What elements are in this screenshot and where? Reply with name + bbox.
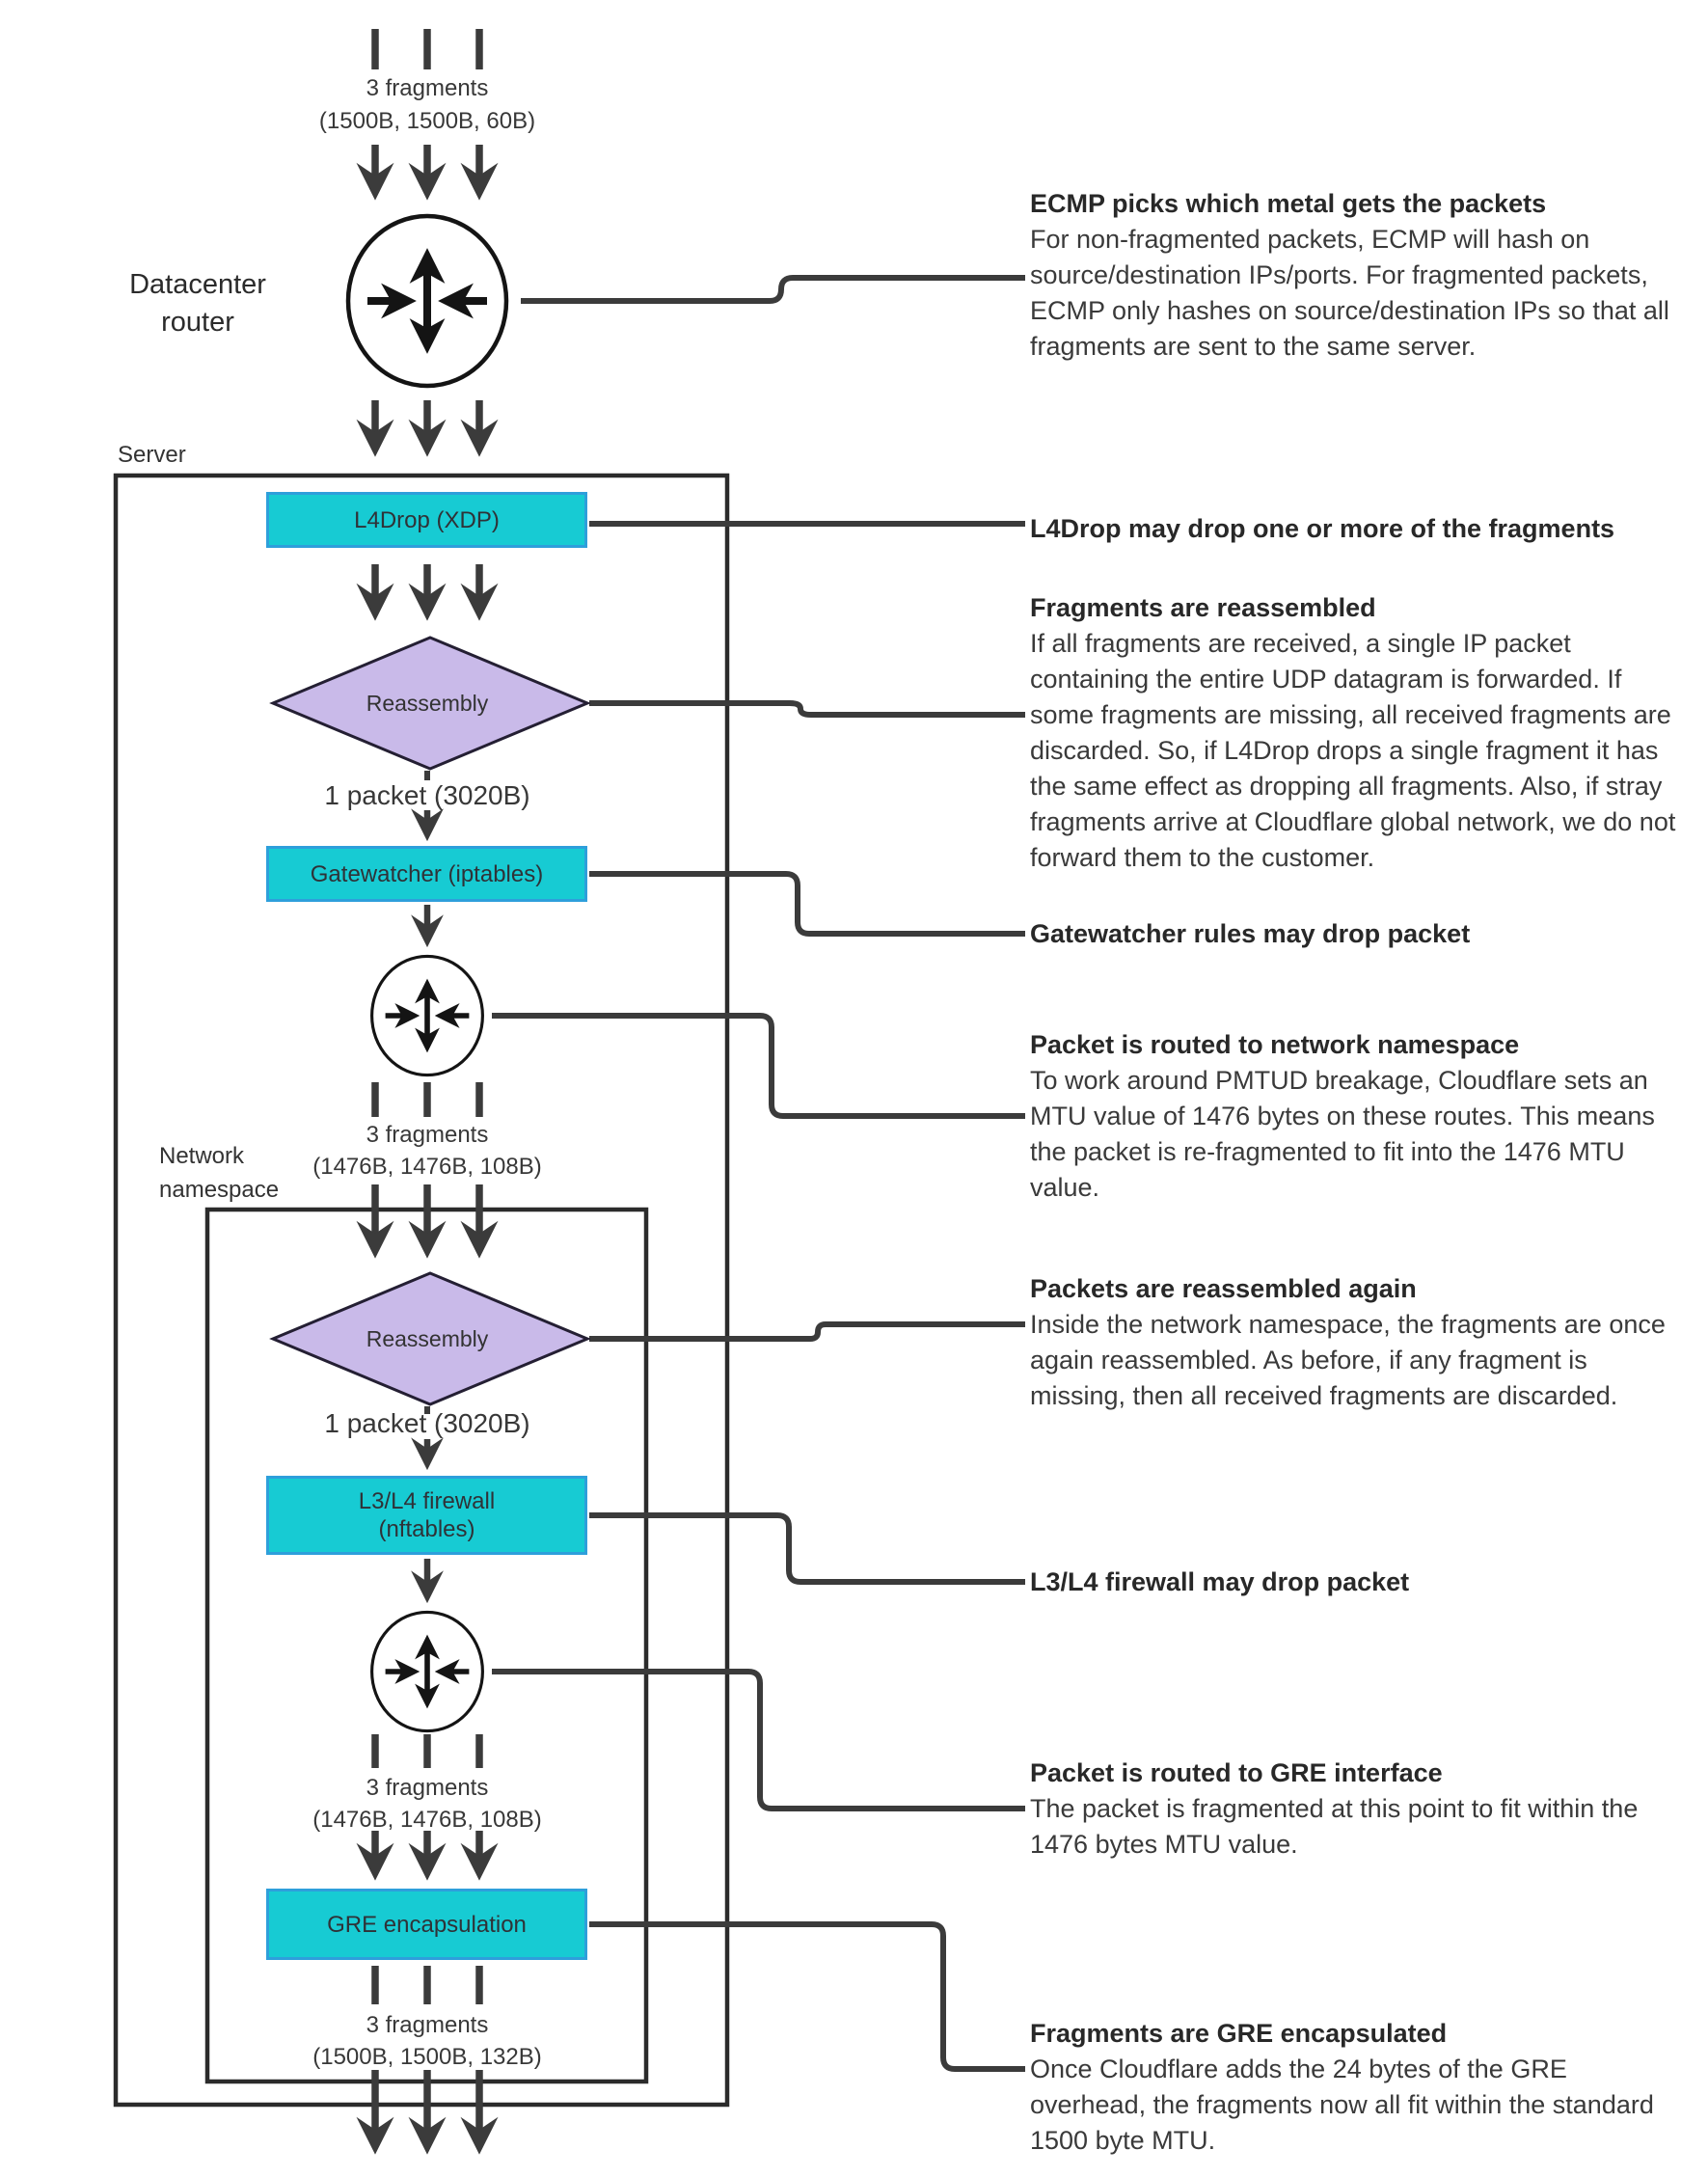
connector-gatewatcher-note: [589, 874, 1025, 934]
annotation-gatewatcher: [1030, 916, 1681, 952]
connector-firewall-note: [589, 1515, 1025, 1582]
incoming-fragments-sizes: (1500B, 1500B, 60B): [318, 108, 536, 134]
network-namespace-label: Network namespace: [159, 1143, 280, 1203]
annotation-heading: Gatewatcher rules may drop packet: [1030, 919, 1471, 948]
annotation-body: For non-fragmented packets, ECMP will hash on source/destination IPs/ports. For fragmented packets, ECMP only hashes on source/destination IPs so that all fragments are sent to the same server.: [1030, 225, 1669, 361]
annotation-body: To work around PMTUD breakage, Cloudflare sets an MTU value of 1476 bytes on these routes. This means the packet is re-fragmented to fit into the 1476 MTU value.: [1030, 1066, 1655, 1202]
annotation-heading: Fragments are GRE encapsulated: [1030, 2019, 1448, 2048]
annotation-heading: ECMP picks which metal gets the packets: [1030, 189, 1547, 218]
datacenter-router-label: Datacenter router: [129, 269, 266, 338]
refrag1-dashes: [375, 1082, 479, 1117]
server-label: Server: [118, 442, 186, 468]
annotation-reassembly1: [1030, 590, 1681, 876]
gre-output-stubs: [375, 1966, 479, 2004]
packet1-caption: 1 packet (3020B): [324, 780, 530, 810]
refrag2-count: 3 fragments: [366, 1775, 489, 1801]
annotation-body: Inside the network namespace, the fragments are once again reassembled. As before, if any fragment is missing, then all received fragments are discarded.: [1030, 1310, 1666, 1410]
annotation-gre-encapsulated: [1030, 2016, 1681, 2159]
gre-encapsulation-node: [266, 1889, 587, 1960]
incoming-fragments-count: 3 fragments: [366, 75, 489, 101]
route-to-namespace-router-icon: [372, 956, 483, 1075]
refrag1-count: 3 fragments: [366, 1122, 489, 1148]
packet2-caption: 1 packet (3020B): [324, 1408, 530, 1438]
annotation-body: If all fragments are received, a single IP packet containing the entire UDP datagram is forwarded. If some fragments are missing, all received fragments are discarded. So, if L4Drop drops a single fragment it has the same effect as dropping all fragments. Also, if stray fragments arrive at Cloudflare global network, we do not forward them to the customer.: [1030, 629, 1676, 872]
annotation-firewall: [1030, 1565, 1681, 1600]
outgoing-fragments-sizes: (1500B, 1500B, 132B): [312, 2044, 542, 2070]
connector-gre-note: [589, 1924, 1025, 2069]
annotation-route-namespace: [1030, 1027, 1681, 1206]
annotation-route-gre: [1030, 1755, 1681, 1863]
arrows-into-server: [375, 400, 479, 446]
l3l4-firewall-node: [266, 1476, 587, 1555]
refrag2-sizes: (1476B, 1476B, 108B): [312, 1807, 542, 1833]
firewall-label-line1: L3/L4 firewall: [358, 1488, 496, 1514]
connector-router-ecmp-note: [521, 278, 1025, 301]
l4drop-label: L4Drop (XDP): [354, 506, 500, 533]
annotation-heading: Packet is routed to network namespace: [1030, 1030, 1520, 1059]
annotation-l4drop: [1030, 511, 1681, 547]
connector-router2-note: [492, 1016, 1025, 1116]
datacenter-router-icon: [348, 216, 506, 386]
arrows-into-namespace: [375, 1184, 479, 1247]
annotation-heading: Packet is routed to GRE interface: [1030, 1758, 1443, 1787]
annotation-heading: Fragments are reassembled: [1030, 593, 1376, 622]
outgoing-fragments-count: 3 fragments: [366, 2012, 489, 2038]
arrows-into-reassembly1: [375, 564, 479, 610]
gre-label: GRE encapsulation: [327, 1911, 527, 1938]
gatewatcher-node: [266, 846, 587, 902]
connector-reassembly2-note: [589, 1324, 1025, 1339]
refrag2-dashes: [375, 1734, 479, 1768]
arrows-into-gre: [375, 1831, 479, 1869]
reassembly2-label: Reassembly: [366, 1326, 489, 1351]
annotation-reassembly2: [1030, 1271, 1681, 1414]
firewall-label-line2: (nftables): [378, 1516, 475, 1542]
annotation-body: The packet is fragmented at this point to fit within the 1476 bytes MTU value.: [1030, 1794, 1639, 1859]
annotation-heading: L3/L4 firewall may drop packet: [1030, 1567, 1410, 1596]
annotation-heading: L4Drop may drop one or more of the fragments: [1030, 514, 1615, 543]
reassembly1-label: Reassembly: [366, 691, 489, 716]
route-to-gre-router-icon: [372, 1612, 483, 1730]
connector-reassembly1-note: [589, 703, 1025, 715]
refrag1-sizes: (1476B, 1476B, 108B): [312, 1154, 542, 1180]
annotation-ecmp: [1030, 186, 1681, 365]
incoming-fragment-dashes: [375, 29, 479, 69]
arrows-into-router: [375, 145, 479, 189]
annotation-heading: Packets are reassembled again: [1030, 1274, 1417, 1303]
l4drop-node: [266, 492, 587, 548]
gatewatcher-label: Gatewatcher (iptables): [310, 860, 544, 887]
annotation-body: Once Cloudflare adds the 24 bytes of the GRE overhead, the fragments now all fit within the standard 1500 byte MTU.: [1030, 2055, 1654, 2155]
